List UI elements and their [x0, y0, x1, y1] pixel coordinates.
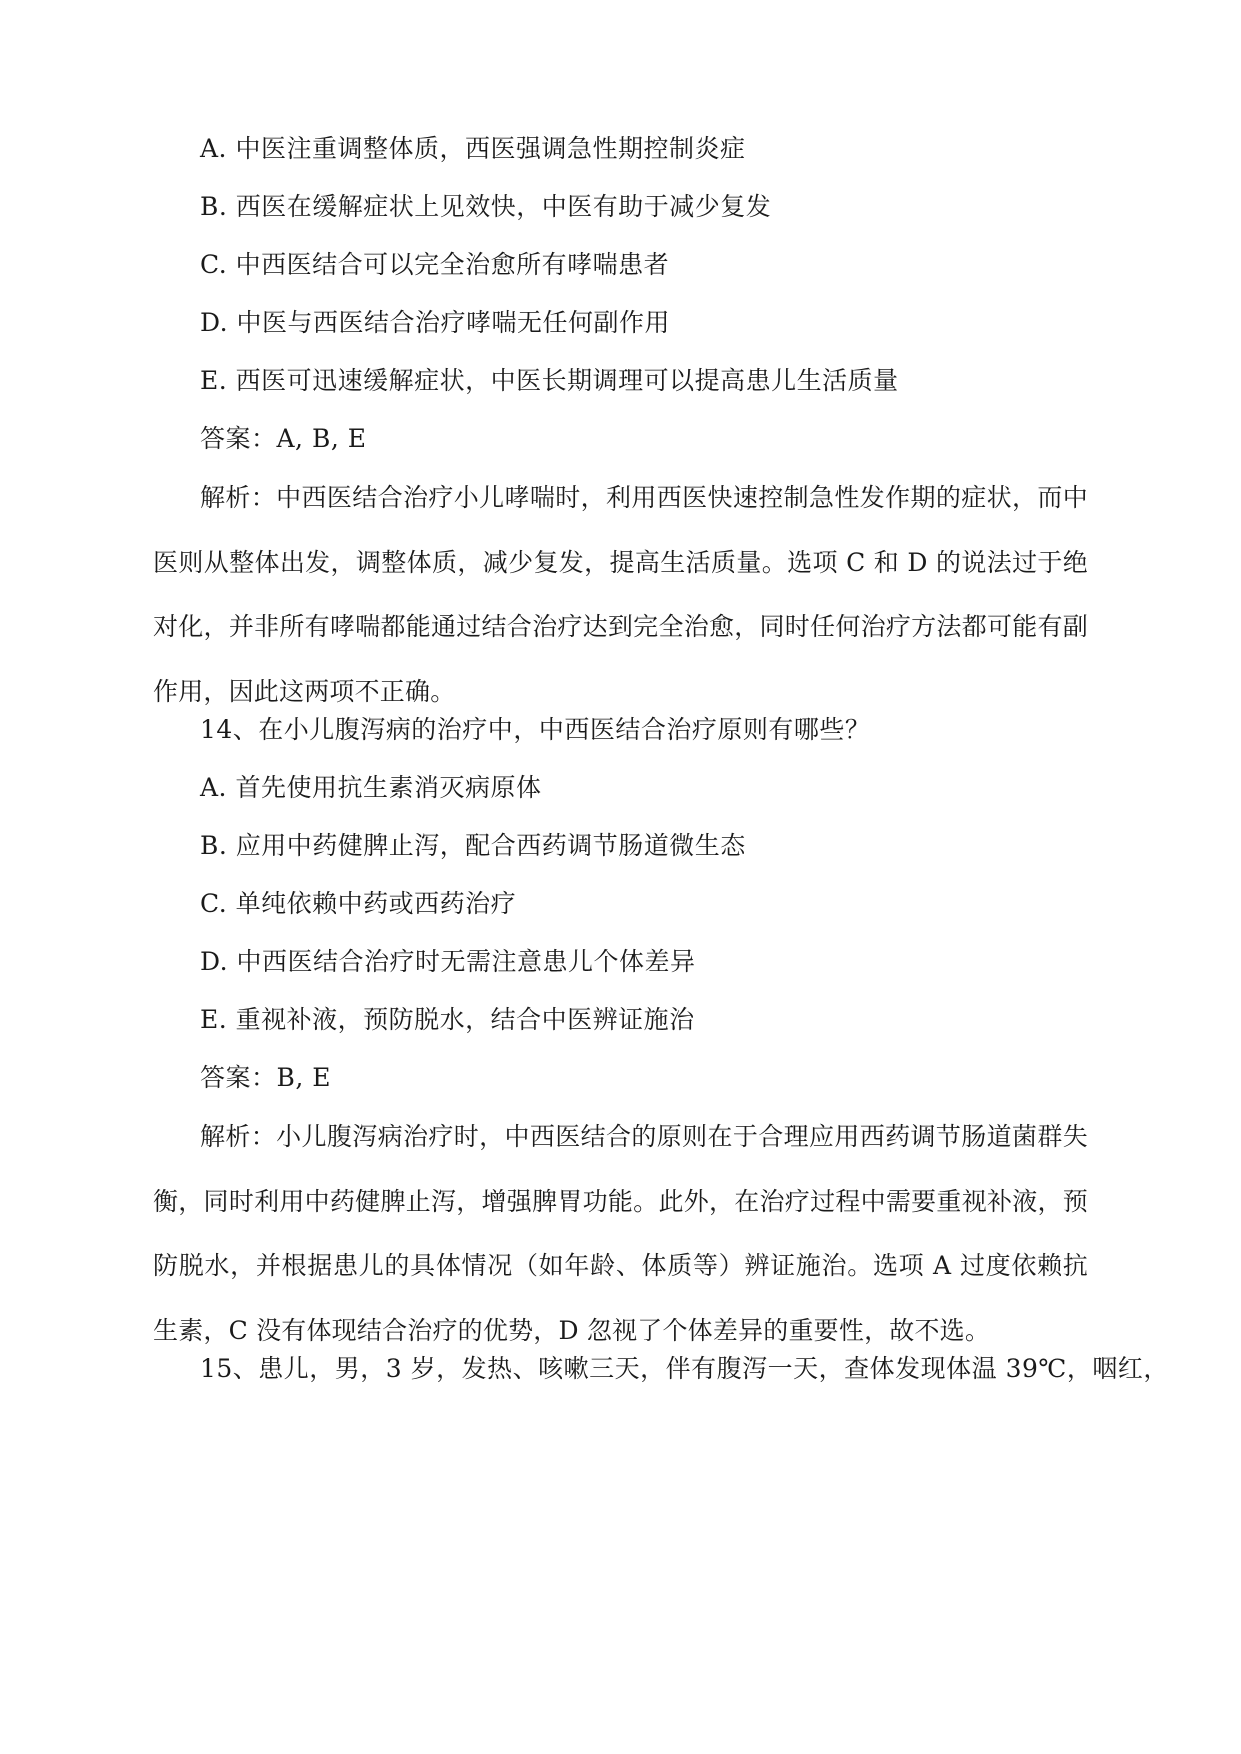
- q13-option-e: E. 西医可迅速缓解症状，中医长期调理可以提高患儿生活质量: [200, 366, 899, 395]
- q13-option-d: D. 中医与西医结合治疗哮喘无任何副作用: [200, 308, 671, 337]
- q14-question: 14、在小儿腹泻病的治疗中，中西医结合治疗原则有哪些？: [200, 715, 871, 744]
- q14-option-a: A. 首先使用抗生素消灭病原体: [200, 773, 542, 802]
- q13-option-c: C. 中西医结合可以完全治愈所有哮喘患者: [200, 250, 670, 279]
- q14-option-c: C. 单纯依赖中药或西药治疗: [200, 889, 517, 918]
- q14-analysis: 解析：小儿腹泻病治疗时，中西医结合的原则在于合理应用西药调节肠道菌群失衡，同时利用中药健脾止泻，增强脾胃功能。此外，在治疗过程中需要重视补液，预防脱水，并根据患儿的具体情况（如年龄、体质等）辨证施治。选项 A 过度依赖抗生素，C 没有体现结合治疗的优势，D 忽视了个体差异的重要性，故不选。: [153, 1122, 1088, 1345]
- q14-option-d: D. 中西医结合治疗时无需注意患儿个体差异: [200, 947, 696, 976]
- q13-option-b: B. 西医在缓解症状上见效快，中医有助于减少复发: [200, 192, 772, 221]
- q13-option-a: A. 中医注重调整体质，西医强调急性期控制炎症: [200, 134, 746, 163]
- q13-analysis: 解析：中西医结合治疗小儿哮喘时，利用西医快速控制急性发作期的症状，而中医则从整体出发，调整体质，减少复发，提高生活质量。选项 C 和 D 的说法过于绝对化，并非所有哮喘都能通过结合治疗达到完全治愈，同时任何治疗方法都可能有副作用，因此这两项不正确。: [153, 483, 1088, 706]
- q14-option-b: B. 应用中药健脾止泻，配合西药调节肠道微生态: [200, 831, 746, 860]
- q13-answer: 答案：A, B, E: [200, 424, 367, 453]
- q15-question: 15、患儿，男，3 岁，发热、咳嗽三天，伴有腹泻一天，查体发现体温 39℃，咽红，: [200, 1354, 1169, 1383]
- q14-option-e: E. 重视补液，预防脱水，结合中医辨证施治: [200, 1005, 695, 1034]
- q14-answer: 答案：B, E: [200, 1063, 332, 1092]
